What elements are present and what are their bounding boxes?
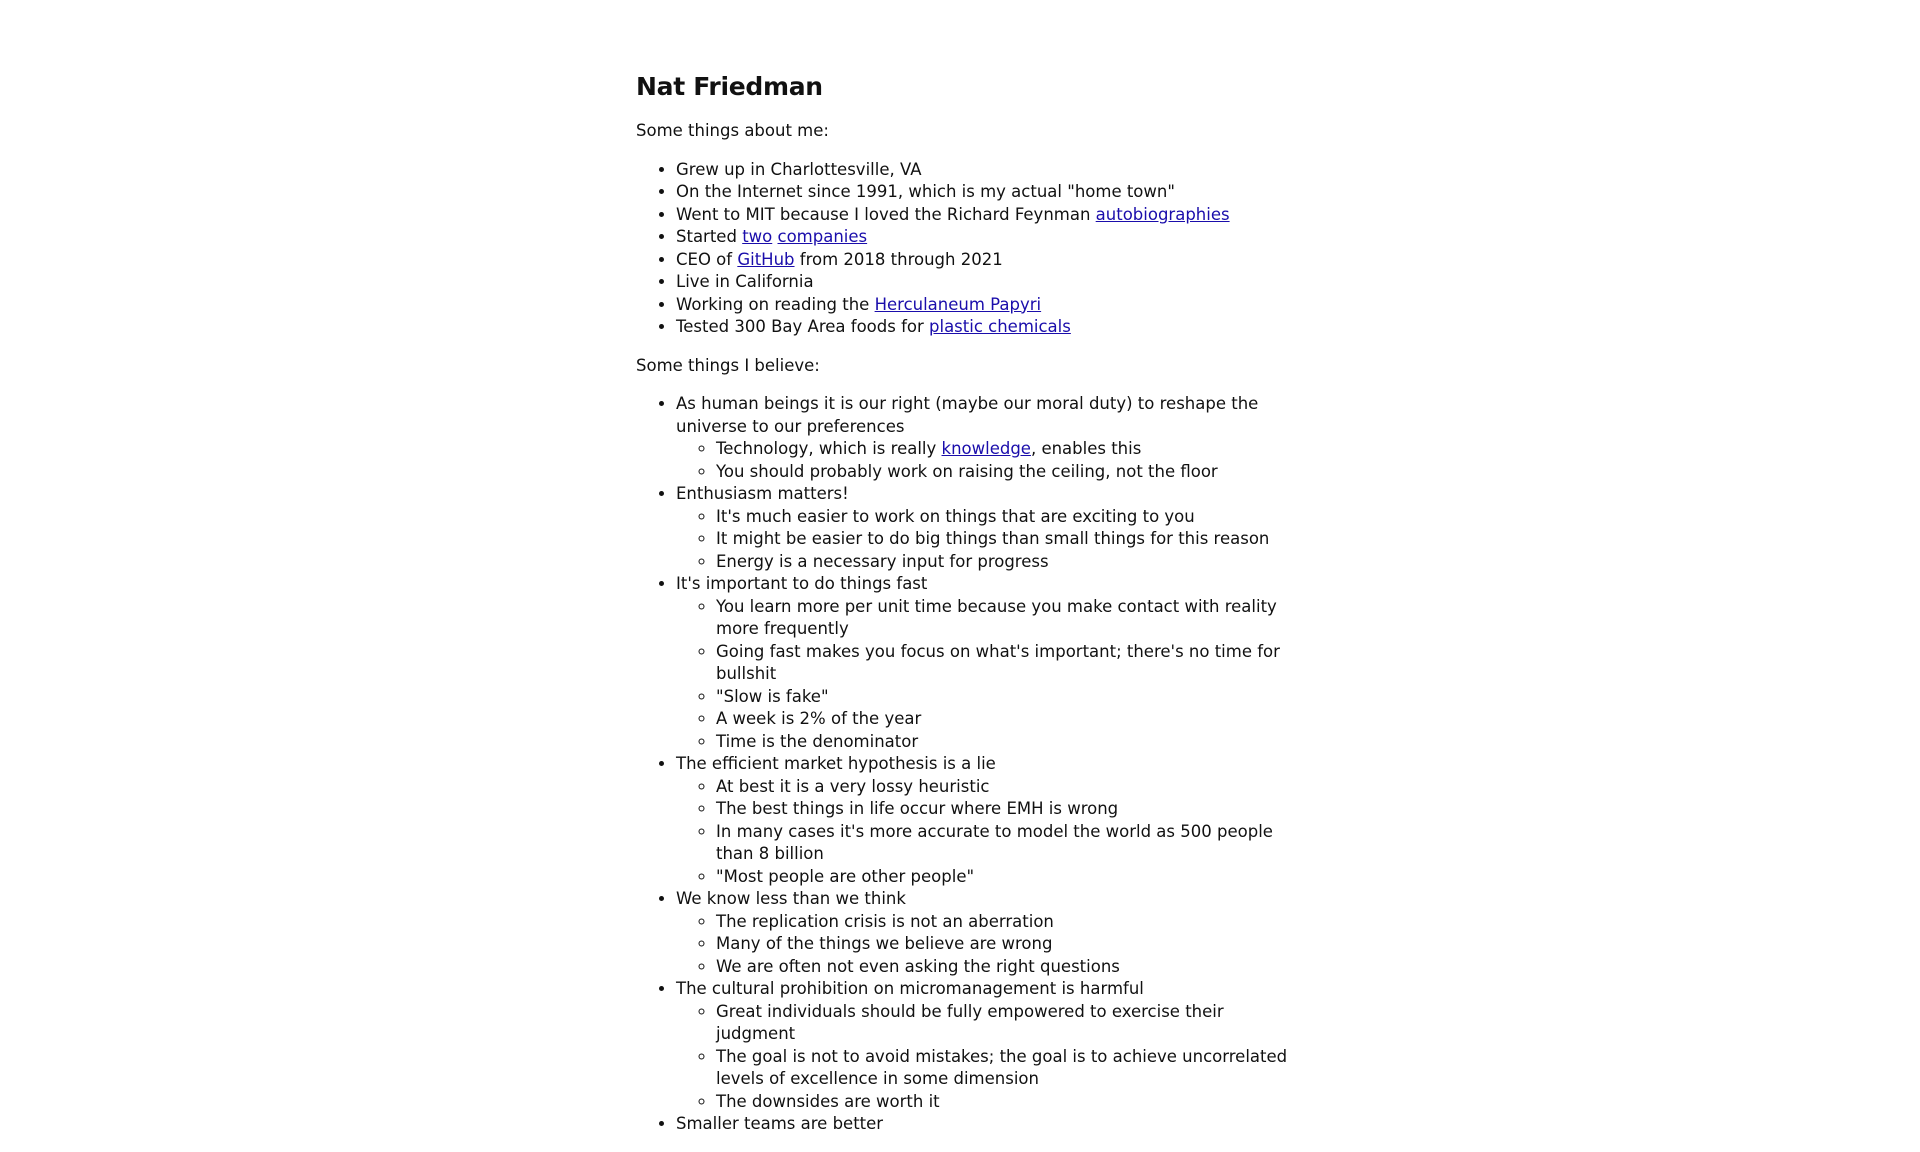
belief-subitem: ◦ The best things in life occur where EMH is wrong (716, 798, 1296, 821)
belief-item: • The cultural prohibition on micromanagement is harmful ◦ Great individuals should be fully empowered to exercise their judgment ◦ The goal is not to avoid mistakes; the goal is to achieve uncorrelated levels of excellence in some dimension ◦ The downsides are worth it (676, 978, 1296, 1113)
belief-subitem: ◦ At best it is a very lossy heuristic (716, 776, 1296, 799)
autobiographies-link[interactable]: autobiographies (1095, 204, 1230, 224)
list-item: • Live in California (676, 271, 1296, 294)
belief-sublist (676, 596, 1296, 754)
plastic-chemicals-link[interactable]: plastic chemicals (929, 317, 1071, 336)
belief-item: • Smaller teams are better (676, 1113, 1296, 1136)
herculaneum-papyri-link[interactable]: Herculaneum Papyri (874, 294, 1042, 314)
belief-subitem: ◦ The downsides are worth it (716, 1091, 1296, 1114)
belief-subitem: ◦ Time is the denominator (716, 731, 1296, 754)
belief-sublist (676, 911, 1296, 979)
knowledge-link[interactable]: knowledge (941, 439, 1031, 458)
belief-subitem: ◦ The replication crisis is not an aberration (716, 911, 1296, 934)
belief-item: • Enthusiasm matters! ◦ It's much easier to work on things that are exciting to you ◦ It might be easier to do big things than small things for this reason ◦ Energy is a necessary input for progress (676, 483, 1296, 573)
belief-subitem: ◦ Technology, which is really knowledge, enables this (716, 438, 1296, 461)
belief-sublist (676, 776, 1296, 889)
list-item: • Grew up in Charlottesville, VA (676, 159, 1296, 182)
belief-sublist (676, 506, 1296, 574)
belief-subitem: ◦ It's much easier to work on things that are exciting to you (716, 506, 1296, 529)
list-item: • Working on reading the Herculaneum Papyri (676, 294, 1296, 317)
belief-item: • As human beings it is our right (maybe our moral duty) to reshape the universe to our preferences ◦ Technology, which is really knowledge, enables this ◦ You should probably work on raising the ceiling, not the floor (676, 393, 1296, 483)
belief-subitem: ◦ In many cases it's more accurate to model the world as 500 people than 8 billion (716, 821, 1296, 866)
belief-item: • It's important to do things fast ◦ You learn more per unit time because you make contact with reality more frequently ◦ Going fast makes you focus on what's important; there's no time for bullshit ◦ "Slow is fake" ◦ A week is 2% of the year ◦ Time is the denominator (676, 573, 1296, 753)
belief-sublist (676, 1001, 1296, 1114)
belief-subitem: ◦ A week is 2% of the year (716, 708, 1296, 731)
belief-subitem: ◦ You should probably work on raising the ceiling, not the floor (716, 461, 1296, 484)
belief-subitem: ◦ You learn more per unit time because you make contact with reality more frequently (716, 596, 1296, 641)
about-list (636, 159, 1296, 339)
github-link[interactable]: GitHub (737, 249, 795, 269)
belief-subitem: ◦ Great individuals should be fully empowered to exercise their judgment (716, 1001, 1296, 1046)
belief-subitem: ◦ It might be easier to do big things than small things for this reason (716, 528, 1296, 551)
companies-link[interactable]: companies (777, 227, 868, 246)
beliefs-heading: Some things I believe: (636, 355, 820, 375)
belief-subitem: ◦ Many of the things we believe are wrong (716, 933, 1296, 956)
belief-subitem: ◦ Energy is a necessary input for progress (716, 551, 1296, 574)
belief-subitem: ◦ "Slow is fake" (716, 686, 1296, 709)
list-item: • CEO of GitHub from 2018 through 2021 (676, 249, 1296, 272)
belief-subitem: ◦ We are often not even asking the right questions (716, 956, 1296, 979)
belief-item: • The efficient market hypothesis is a lie ◦ At best it is a very lossy heuristic ◦ The best things in life occur where EMH is wrong ◦ In many cases it's more accurate to model the world as 500 people than 8 billion ◦ "Most people are other people" (676, 753, 1296, 888)
beliefs-list (636, 393, 1296, 1136)
belief-item: • We know less than we think ◦ The replication crisis is not an aberration ◦ Many of the things we believe are wrong ◦ We are often not even asking the right questions (676, 888, 1296, 978)
list-item: • Tested 300 Bay Area foods for plastic chemicals (676, 316, 1296, 339)
belief-subitem: ◦ Going fast makes you focus on what's important; there's no time for bullshit (716, 641, 1296, 686)
list-item: • Started two companies (676, 226, 1296, 249)
belief-subitem: ◦ "Most people are other people" (716, 866, 1296, 889)
belief-subitem: ◦ The goal is not to avoid mistakes; the goal is to achieve uncorrelated levels of excellence in some dimension (716, 1046, 1296, 1091)
two-link[interactable]: two (742, 227, 773, 246)
list-item: • On the Internet since 1991, which is my actual "home town" (676, 181, 1296, 204)
list-item: • Went to MIT because I loved the Richard Feynman autobiographies (676, 204, 1296, 227)
belief-sublist (676, 438, 1296, 483)
page-title: Nat Friedman (636, 72, 823, 101)
page-content (636, 70, 1296, 1152)
about-heading: Some things about me: (636, 121, 829, 140)
